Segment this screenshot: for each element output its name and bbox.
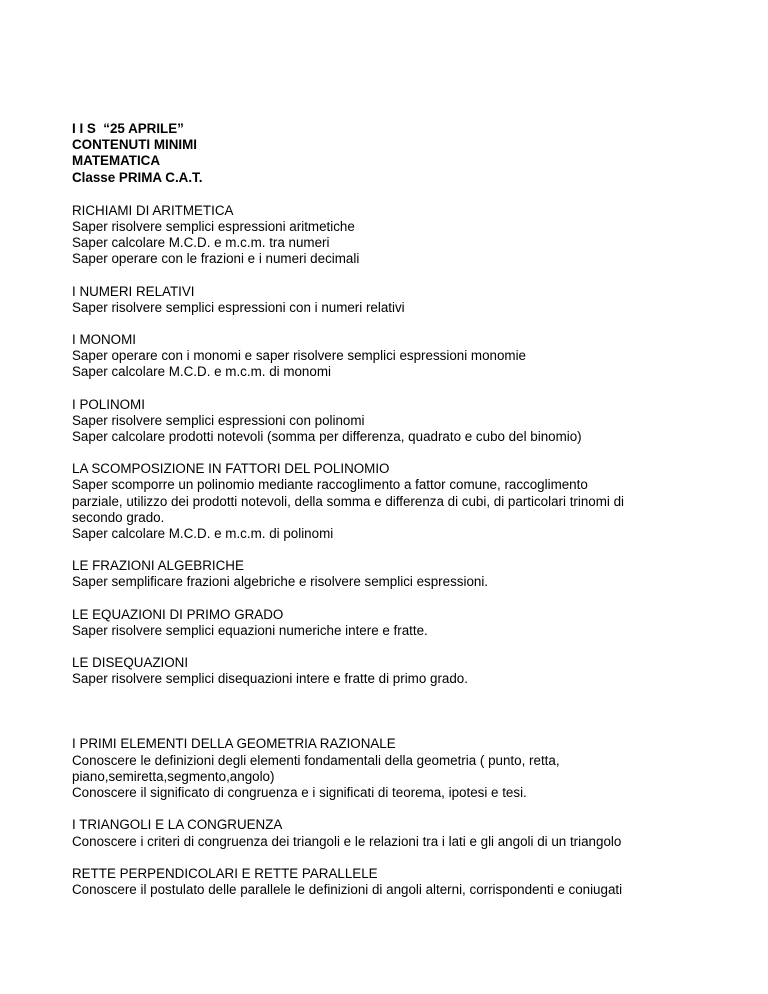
section-heading: I NUMERI RELATIVI: [72, 283, 195, 299]
section-scomposizione: [72, 461, 732, 542]
section-line: Saper calcolare M.C.D. e m.c.m. di monomi: [72, 364, 331, 380]
section-polinomi: [72, 397, 732, 446]
section-line: Saper risolvere semplici espressioni con i numeri relativi: [72, 299, 405, 315]
section-line: Saper risolvere semplici equazioni numeriche intere e fratte.: [72, 622, 428, 638]
section-heading: I MONOMI: [72, 332, 136, 348]
section-triangoli-congruenza: [72, 817, 732, 849]
section-line: Conoscere il postulato delle parallele le definizioni di angoli alterni, corrispondenti e coniugati: [72, 881, 623, 897]
section-heading: RETTE PERPENDICOLARI E RETTE PARALLELE: [72, 865, 378, 881]
section-frazioni-algebriche: [72, 558, 732, 590]
section-line: Saper risolvere semplici espressioni aritmetiche: [72, 219, 355, 235]
section-heading: LE FRAZIONI ALGEBRICHE: [72, 558, 244, 574]
subject: MATEMATICA: [72, 153, 161, 169]
school-name: I I S “25 APRILE”: [72, 121, 184, 136]
document-header: [72, 121, 732, 186]
section-heading: LE EQUAZIONI DI PRIMO GRADO: [72, 606, 284, 622]
section-rette-parallele: [72, 866, 732, 898]
section-line: Saper risolvere semplici espressioni con polinomi: [72, 412, 365, 428]
section-heading: I PRIMI ELEMENTI DELLA GEOMETRIA RAZIONALE: [72, 736, 396, 752]
section-line: piano,semiretta,segmento,angolo): [72, 768, 275, 784]
section-heading: I POLINOMI: [72, 396, 145, 412]
class-label: Classe PRIMA C.A.T.: [72, 169, 203, 185]
section-richiami-aritmetica: [72, 203, 732, 268]
section-heading: LA SCOMPOSIZIONE IN FATTORI DEL POLINOMIO: [72, 461, 390, 477]
section-line: Conoscere i criteri di congruenza dei triangoli e le relazioni tra i lati e gli angoli di un triangolo: [72, 833, 622, 849]
section-line: Saper calcolare M.C.D. e m.c.m. tra numeri: [72, 235, 330, 251]
section-line: parziale, utilizzo dei prodotti notevoli, della somma e differenza di cubi, di particolari trinomi di: [72, 493, 625, 509]
section-geometria-razionale: [72, 736, 732, 801]
section-line: Saper operare con i monomi e saper risolvere semplici espressioni monomie: [72, 348, 526, 364]
section-line: Conoscere le definizioni degli elementi fondamentali della geometria ( punto, retta,: [72, 752, 560, 768]
section-line: Saper risolvere semplici disequazioni intere e fratte di primo grado.: [72, 671, 468, 687]
section-line: Saper calcolare M.C.D. e m.c.m. di polinomi: [72, 526, 334, 542]
section-heading: I TRIANGOLI E LA CONGRUENZA: [72, 817, 283, 833]
section-disequazioni: [72, 655, 732, 687]
section-line: Saper semplificare frazioni algebriche e risolvere semplici espressioni.: [72, 574, 489, 590]
section-line: Conoscere il significato di congruenza e i significati di teorema, ipotesi e tesi.: [72, 785, 527, 801]
document-title: CONTENUTI MINIMI: [72, 137, 197, 153]
section-line: Saper scomporre un polinomio mediante raccoglimento a fattor comune, raccoglimento: [72, 477, 588, 493]
section-line: Saper operare con le frazioni e i numeri decimali: [72, 251, 360, 267]
section-heading: LE DISEQUAZIONI: [72, 655, 189, 671]
section-equazioni-primo-grado: [72, 607, 732, 639]
section-line: Saper calcolare prodotti notevoli (somma per differenza, quadrato e cubo del binomio): [72, 429, 582, 445]
document-page: [72, 121, 732, 898]
section-monomi: [72, 332, 732, 381]
section-numeri-relativi: [72, 284, 732, 316]
section-line: secondo grado.: [72, 509, 165, 525]
section-heading: RICHIAMI DI ARITMETICA: [72, 202, 234, 218]
